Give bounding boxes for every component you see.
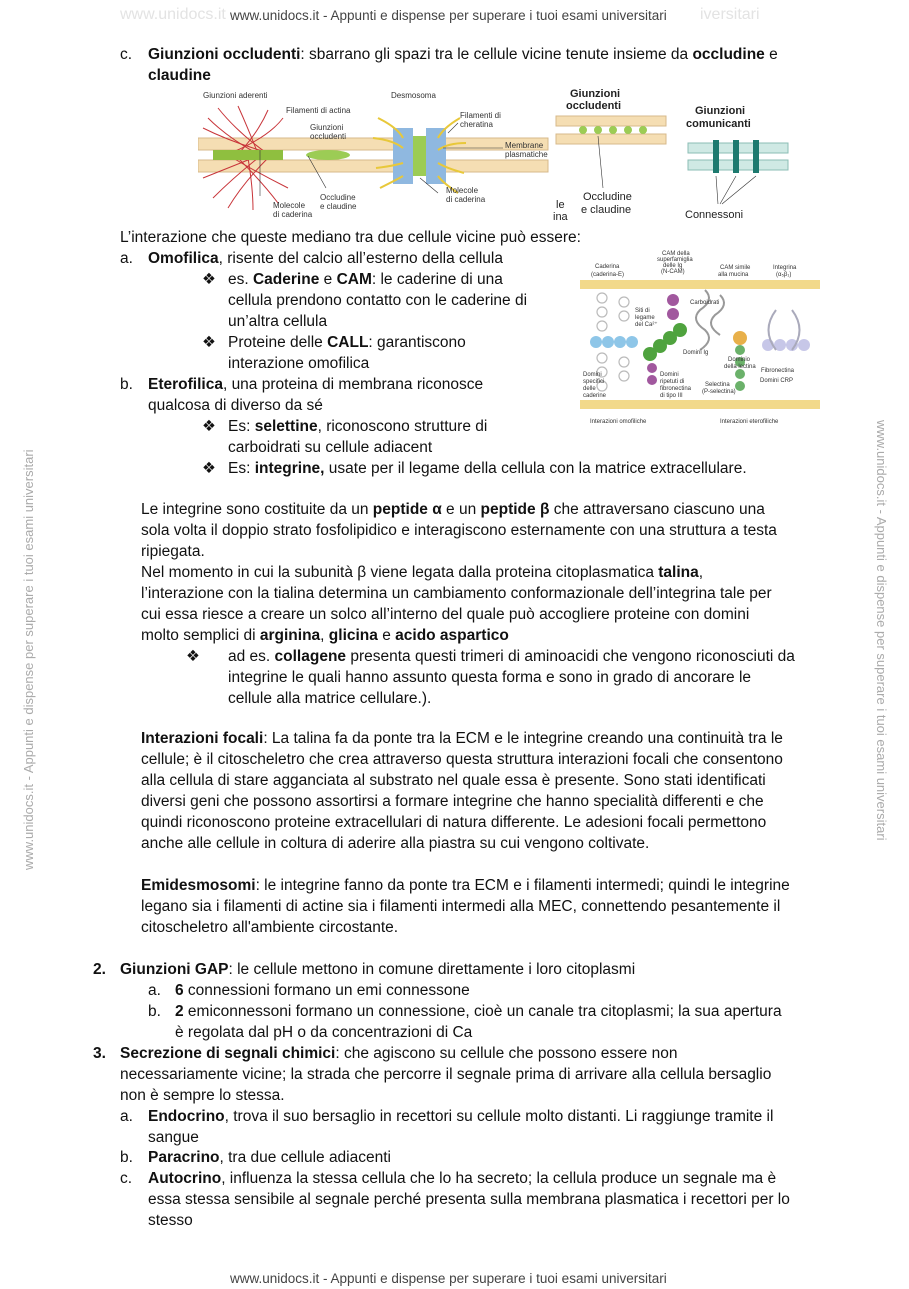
fig2-label: ripetuti di <box>660 379 685 385</box>
integrine-bullet-l3: cellule alla matrice cellulare.). <box>228 690 432 707</box>
fig2-label: Domini Ig <box>683 350 709 356</box>
fig1-label: ina <box>553 211 568 223</box>
integrine-p2-l4: molto semplici di arginina, glicina e acido aspartico <box>141 627 509 644</box>
fig1-label: Giunzioni <box>570 88 621 100</box>
omofilica-bullet2: Proteine delle CALL: garantiscono <box>228 334 466 351</box>
emidesmosomi-l3: citoscheletro all'ambiente circostante. <box>141 919 399 936</box>
eterofilica-marker: b. <box>120 376 133 393</box>
fig2-label: Caderina <box>595 264 620 270</box>
focali-l6: anche alle cellule in coltura di aderire alla piastra su cui vengono coltivate. <box>141 835 650 852</box>
fig2-label: del Ca²⁺ <box>635 322 658 328</box>
bullet-icon: ❖ <box>202 460 216 477</box>
fig2-label: delle <box>583 386 596 392</box>
secrezione-a: Endocrino, trova il suo bersaglio in recettori su cellule molto distanti. Li raggiunge tramite il <box>148 1108 774 1125</box>
fig2-label: caderine <box>583 393 607 399</box>
omofilica-marker: a. <box>120 250 133 267</box>
fig1-label: cheratina <box>460 120 493 129</box>
fig2-label: legame <box>635 315 655 321</box>
fig2-label: Fibronectina <box>761 368 795 374</box>
fig1-label: le <box>556 199 565 211</box>
header-text: www.unidocs.it - Appunti e dispense per superare i tuoi esami universitari <box>230 8 667 23</box>
fig1-label: di caderina <box>273 210 313 219</box>
fig2-label: CAM simile <box>720 265 751 271</box>
fig1-label: Giunzioni <box>695 105 746 117</box>
fig2-label: (α₅β₁) <box>776 272 792 278</box>
fig2-label: CAM della <box>662 251 690 257</box>
eterofilica-bullet1-l2: carboidrati su cellule adiacent <box>228 439 433 456</box>
fig2-label: (caderina-E) <box>591 272 625 278</box>
secrezione-l2: necessariamente vicine; la strada che percorre il segnale prima di arrivare alla cellula bersaglio <box>120 1066 772 1083</box>
integrine-p1-l1: Le integrine sono costituite da un peptide α e un peptide β che attraversano ciascuno una <box>141 501 765 518</box>
emidesmosomi-l1: Emidesmosomi: le integrine fanno da ponte tra ECM e i filamenti intermedi; quindi le integrine <box>141 877 790 894</box>
eterofilica-heading: Eterofilica, una proteina di membrana riconosce <box>148 376 484 393</box>
bullet-icon: ❖ <box>186 648 200 665</box>
secrezione-l3: non è sempre lo stessa. <box>120 1087 285 1104</box>
eterofilica-l2: qualcosa di diverso da sé <box>148 397 323 414</box>
intro-text: L’interazione che queste mediano tra due cellule vicine può essere: <box>120 229 581 246</box>
footer-text: www.unidocs.it - Appunti e dispense per superare i tuoi esami universitari <box>230 1271 667 1286</box>
fig1-label: occludenti <box>310 132 347 141</box>
fig2-label: fibronectina <box>660 386 692 392</box>
fig1-label: Giunzioni aderenti <box>203 91 268 100</box>
gap-marker: 2. <box>93 961 106 978</box>
secrezione-marker: 3. <box>93 1045 106 1062</box>
side-watermark-left: www.unidocs.it - Appunti e dispense per superare i tuoi esami universitari <box>21 449 36 870</box>
emidesmosomi-l2: legano sia i filamenti di actine sia i filamenti intermedi alla MEC, connettendo pesantemente il <box>141 898 781 915</box>
cam-figure <box>580 250 820 428</box>
secrezione-b: Paracrino, tra due cellule adiacenti <box>148 1149 391 1166</box>
omofilica-bullet2-l2: interazione omofilica <box>228 355 370 372</box>
fig2-label: Siti di <box>635 308 650 314</box>
secrezione-b-marker: b. <box>120 1149 133 1166</box>
fig2-label: Interazioni omofiliche <box>590 419 647 425</box>
section-c-line2: claudine <box>148 67 211 84</box>
fig2-label: Selectina <box>705 382 730 388</box>
fig1-label: occludenti <box>566 100 622 112</box>
integrine-p2-l2: l’interazione con la tialina determina un cambiamento conformazionale dell’integrina tale per <box>141 585 772 602</box>
omofilica-bullet1: es. Caderine e CAM: le caderine di una <box>228 271 503 288</box>
fig1-label: Membrane <box>505 141 544 150</box>
omofilica-bullet1-l3: un’altra cellula <box>228 313 328 330</box>
focali-l3: alla cellula di stare agganciata al substrato nel quale essa è presente. Sono stati identificati <box>141 772 766 789</box>
fig2-label: Interazioni eterofiliche <box>720 419 779 425</box>
fig2-label: superfamiglia <box>657 257 693 263</box>
fig2-label: Domini <box>583 372 602 378</box>
fig2-label: alla mucina <box>718 272 749 278</box>
fig2-label: delle Ig <box>663 263 683 269</box>
integrine-bullet-l1: ad es. collagene presenta questi trimeri di aminoacidi che vengono riconosciuti da <box>228 648 795 665</box>
gap-b-marker: b. <box>148 1003 161 1020</box>
fig2-label: (P-selectina) <box>702 389 736 395</box>
secrezione-c-l2: essa stessa sensibile al segnale perché presenta sulla membrana plasmatica i recettori per lo <box>148 1191 790 1208</box>
focali-l2: cellule; è il citoscheletro che crea attraverso questa struttura interazioni focali che consentono <box>141 751 783 768</box>
omofilica-bullet1-l2: cellula prendono contatto con le caderine di <box>228 292 528 309</box>
section-c-line1: Giunzioni occludenti: sbarrano gli spazi tra le cellule vicine tenute insieme da occludine e <box>148 46 778 63</box>
integrine-p2-l1: Nel momento in cui la subunità β viene legata dalla proteina citoplasmatica talina, <box>141 564 704 581</box>
gap-b: 2 emiconnessoni formano un connessione, cioè un canale tra citoplasmi; la sua apertura <box>175 1003 782 1020</box>
header-watermark-left: www.unidocs.it <box>120 6 226 23</box>
focali-l5: quindi riconoscono proteine extracellulari di natura differente. Le adesioni focali permettono <box>141 814 767 831</box>
junctions-figure <box>198 88 798 224</box>
fig1-label: Giunzioni <box>310 123 344 132</box>
fig1-label: Occludine <box>320 193 356 202</box>
bullet-icon: ❖ <box>202 334 216 351</box>
section-c-marker: c. <box>120 46 133 63</box>
fig2-label: Dominio <box>728 357 751 363</box>
focali-l4: diversi geni che possono assortirsi a formare integrine che hanno specialità differenti e che <box>141 793 764 810</box>
eterofilica-bullet2: Es: integrine, usate per il legame della cellula con la matrice extracellulare. <box>228 460 747 477</box>
bullet-icon: ❖ <box>202 418 216 435</box>
fig2-label: Integrina <box>773 265 797 271</box>
fig1-label: Desmosoma <box>391 91 436 100</box>
omofilica-heading: Omofilica, risente del calcio all’esterno della cellula <box>148 250 503 267</box>
fig1-label: Molecole <box>273 201 306 210</box>
focali-l1: Interazioni focali: La talina fa da ponte tra la ECM e le integrine creando una continuità tra le <box>141 730 783 747</box>
fig1-label: comunicanti <box>686 118 751 130</box>
secrezione-a-l2: sangue <box>148 1129 199 1146</box>
secrezione-heading: Secrezione di segnali chimici: che agiscono su cellule che possono essere non <box>120 1045 678 1062</box>
integrine-bullet-l2: integrine le quali hanno assunto questa forma e sono in grado di ancorare le <box>228 669 752 686</box>
fig1-label: di caderina <box>446 195 486 204</box>
integrine-p1-l3: ripiegata. <box>141 543 205 560</box>
header-watermark-right: iversitari <box>700 6 760 23</box>
fig2-label: della lectina <box>724 364 756 370</box>
fig1-label: Filamenti di <box>460 111 501 120</box>
fig2-label: Carboidrati <box>690 300 720 306</box>
fig2-label: di tipo III <box>660 393 683 399</box>
side-watermark-right: www.unidocs.it - Appunti e dispense per superare i tuoi esami universitari <box>874 420 889 841</box>
secrezione-c-marker: c. <box>120 1170 133 1187</box>
fig1-label: plasmatiche <box>505 150 548 159</box>
secrezione-c-l3: stesso <box>148 1212 193 1229</box>
secrezione-a-marker: a. <box>120 1108 133 1125</box>
integrine-p1-l2: sola volta il doppio strato fosfolipidico e interagiscono esternamente con una struttura a testa <box>141 522 777 539</box>
bullet-icon: ❖ <box>202 271 216 288</box>
fig1-label: e claudine <box>581 204 632 216</box>
gap-heading: Giunzioni GAP: le cellule mettono in comune direttamente i loro citoplasmi <box>120 961 636 978</box>
gap-a: 6 connessioni formano un emi connessone <box>175 982 470 999</box>
fig1-label: Connessoni <box>685 209 744 221</box>
gap-b-l2: è regolata dal pH o da concentrazioni di Ca <box>175 1024 473 1041</box>
fig2-label: Domini CRP <box>760 378 794 384</box>
fig1-label: Occludine <box>583 191 632 203</box>
gap-a-marker: a. <box>148 982 161 999</box>
fig2-label: (N-CAM) <box>661 269 685 275</box>
fig1-label: Molecole <box>446 186 479 195</box>
secrezione-c: Autocrino, influenza la stessa cellula che lo ha secreto; la cellula produce un segnale ma è <box>148 1170 777 1187</box>
fig2-label: specifici <box>583 379 605 385</box>
eterofilica-bullet1: Es: selettine, riconoscono strutture di <box>228 418 488 435</box>
integrine-p2-l3: cui essa riesce a creare un solco all’interno del quale può accogliere proteine con domini <box>141 606 750 623</box>
fig1-label: Filamenti di actina <box>286 106 351 115</box>
fig1-label: e claudine <box>320 202 357 211</box>
fig2-label: Domini <box>660 372 679 378</box>
